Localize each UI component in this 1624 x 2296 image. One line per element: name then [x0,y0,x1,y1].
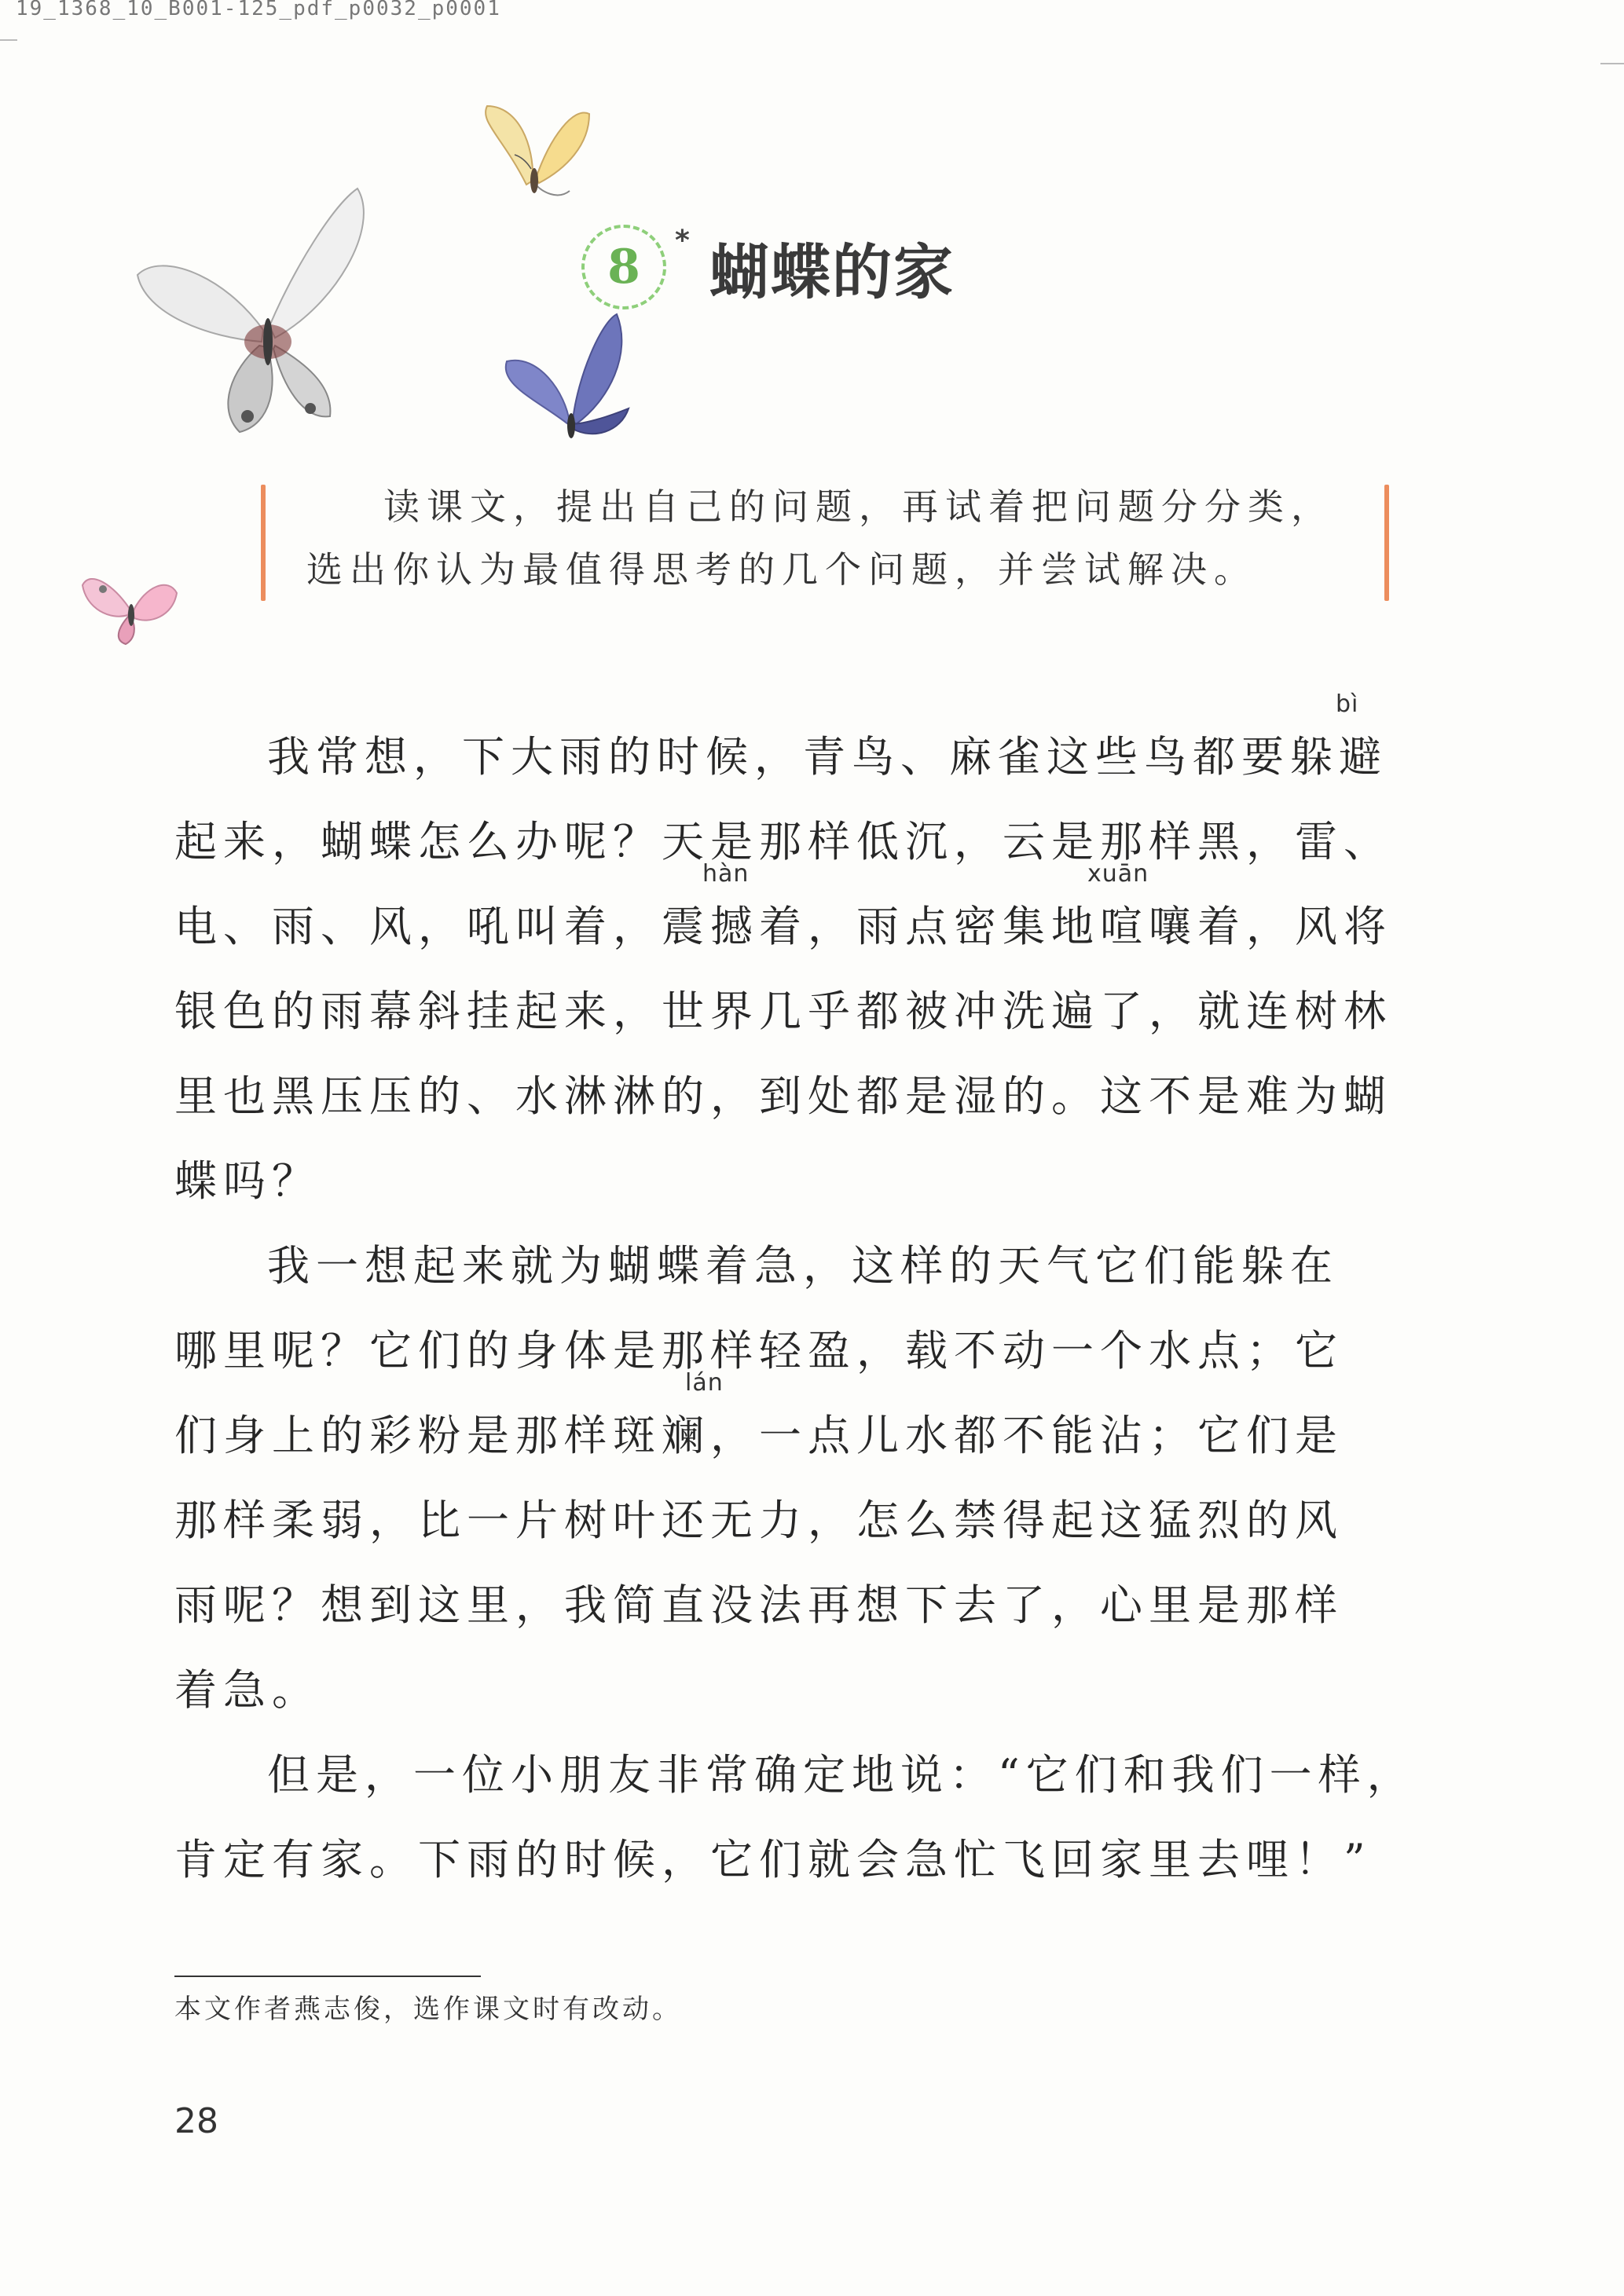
footnote: 本文作者燕志俊，选作课文时有改动。 [174,1994,682,2025]
text-line-content: 里也黑压压的、水淋淋的，到处都是湿的。这不是难为蝴 [174,1071,1392,1121]
instruction-left-bar [261,485,266,601]
footnote-divider [174,1976,481,1977]
text-line-content: 起来，蝴蝶怎么办呢？天是那样低沉，云是那样黑，雷、 [174,817,1392,866]
text-line [174,690,1402,800]
grey-butterfly-illustration [130,181,397,440]
crop-mark-left [0,39,17,41]
instruction-line-2: 选出你认为最值得思考的几个问题，并尝试解决。 [306,548,1257,591]
reading-instruction-box [261,475,1389,593]
text-line-content: 那样柔弱，比一片树叶还无力，怎么禁得起这猛烈的风 [174,1496,1344,1545]
text-line-content: 我一想起来就为蝴蝶着急，这样的天气它们能躲在 [267,1241,1339,1291]
text-line [174,1818,1402,1902]
instruction-right-bar [1384,485,1389,601]
paragraph-3 [174,1733,1416,1902]
text-line-content: 我常想，下大雨的时候，青鸟、麻雀这些鸟都要躲避 [267,732,1388,782]
instruction-line-1: 读课文，提出自己的问题，再试着把问题分分类， [383,485,1334,528]
text-line [174,1563,1402,1648]
pinyin-annotation: bì [1336,690,1359,718]
text-line [174,1369,1402,1478]
text-line [174,1139,1402,1224]
crop-mark-right [1600,63,1624,64]
blue-butterfly-illustration [491,306,648,448]
text-line [174,1733,1416,1818]
scan-header-text: 19_1368_10_B001-125_pdf_p0032_p0001 [16,0,501,20]
text-line-content: 肯定有家。下雨的时候，它们就会急忙飞回家里去哩！” [174,1835,1372,1884]
paragraph-2 [174,1224,1402,1733]
lesson-body [174,690,1416,1902]
text-line [174,1224,1402,1309]
optional-lesson-marker: * [675,225,690,257]
text-line-content: 但是，一位小朋友非常确定地说：“它们和我们一样， [267,1750,1416,1800]
lesson-number: 8 [607,240,640,295]
lesson-heading [581,220,955,314]
text-line-content: 们身上的彩粉是那样斑斓，一点儿水都不能沾；它们是 [174,1411,1344,1460]
text-line-content: 蝶吗？ [174,1156,321,1206]
pinyin-annotation: hàn [702,860,750,888]
text-line [174,1309,1402,1397]
instruction-text [306,475,1359,601]
paragraph-1 [174,690,1402,1224]
text-line-content: 银色的雨幕斜挂起来，世界几乎都被冲洗遍了，就连树林 [174,987,1392,1036]
text-line-content: 雨呢？想到这里，我简直没法再想下去了，心里是那样 [174,1580,1344,1630]
pink-butterfly-illustration [75,554,192,648]
yellow-butterfly-illustration [471,90,605,208]
text-line [174,1478,1402,1563]
lesson-title: 蝴蝶的家 [709,236,955,307]
lesson-number-badge [581,225,690,309]
text-line [174,860,1402,969]
text-line [174,800,1402,888]
text-line [174,1648,1402,1733]
text-line-content: 电、雨、风，吼叫着，震撼着，雨点密集地喧嚷着，风将 [174,902,1392,951]
text-line-content: 着急。 [174,1665,321,1715]
text-line-content: 哪里呢？它们的身体是那样轻盈，载不动一个水点；它 [174,1326,1344,1375]
page-number: 28 [174,2101,218,2141]
pinyin-annotation: xuān [1087,860,1149,888]
text-line [174,1054,1402,1139]
pinyin-annotation: lán [685,1369,724,1397]
text-line [174,969,1402,1054]
